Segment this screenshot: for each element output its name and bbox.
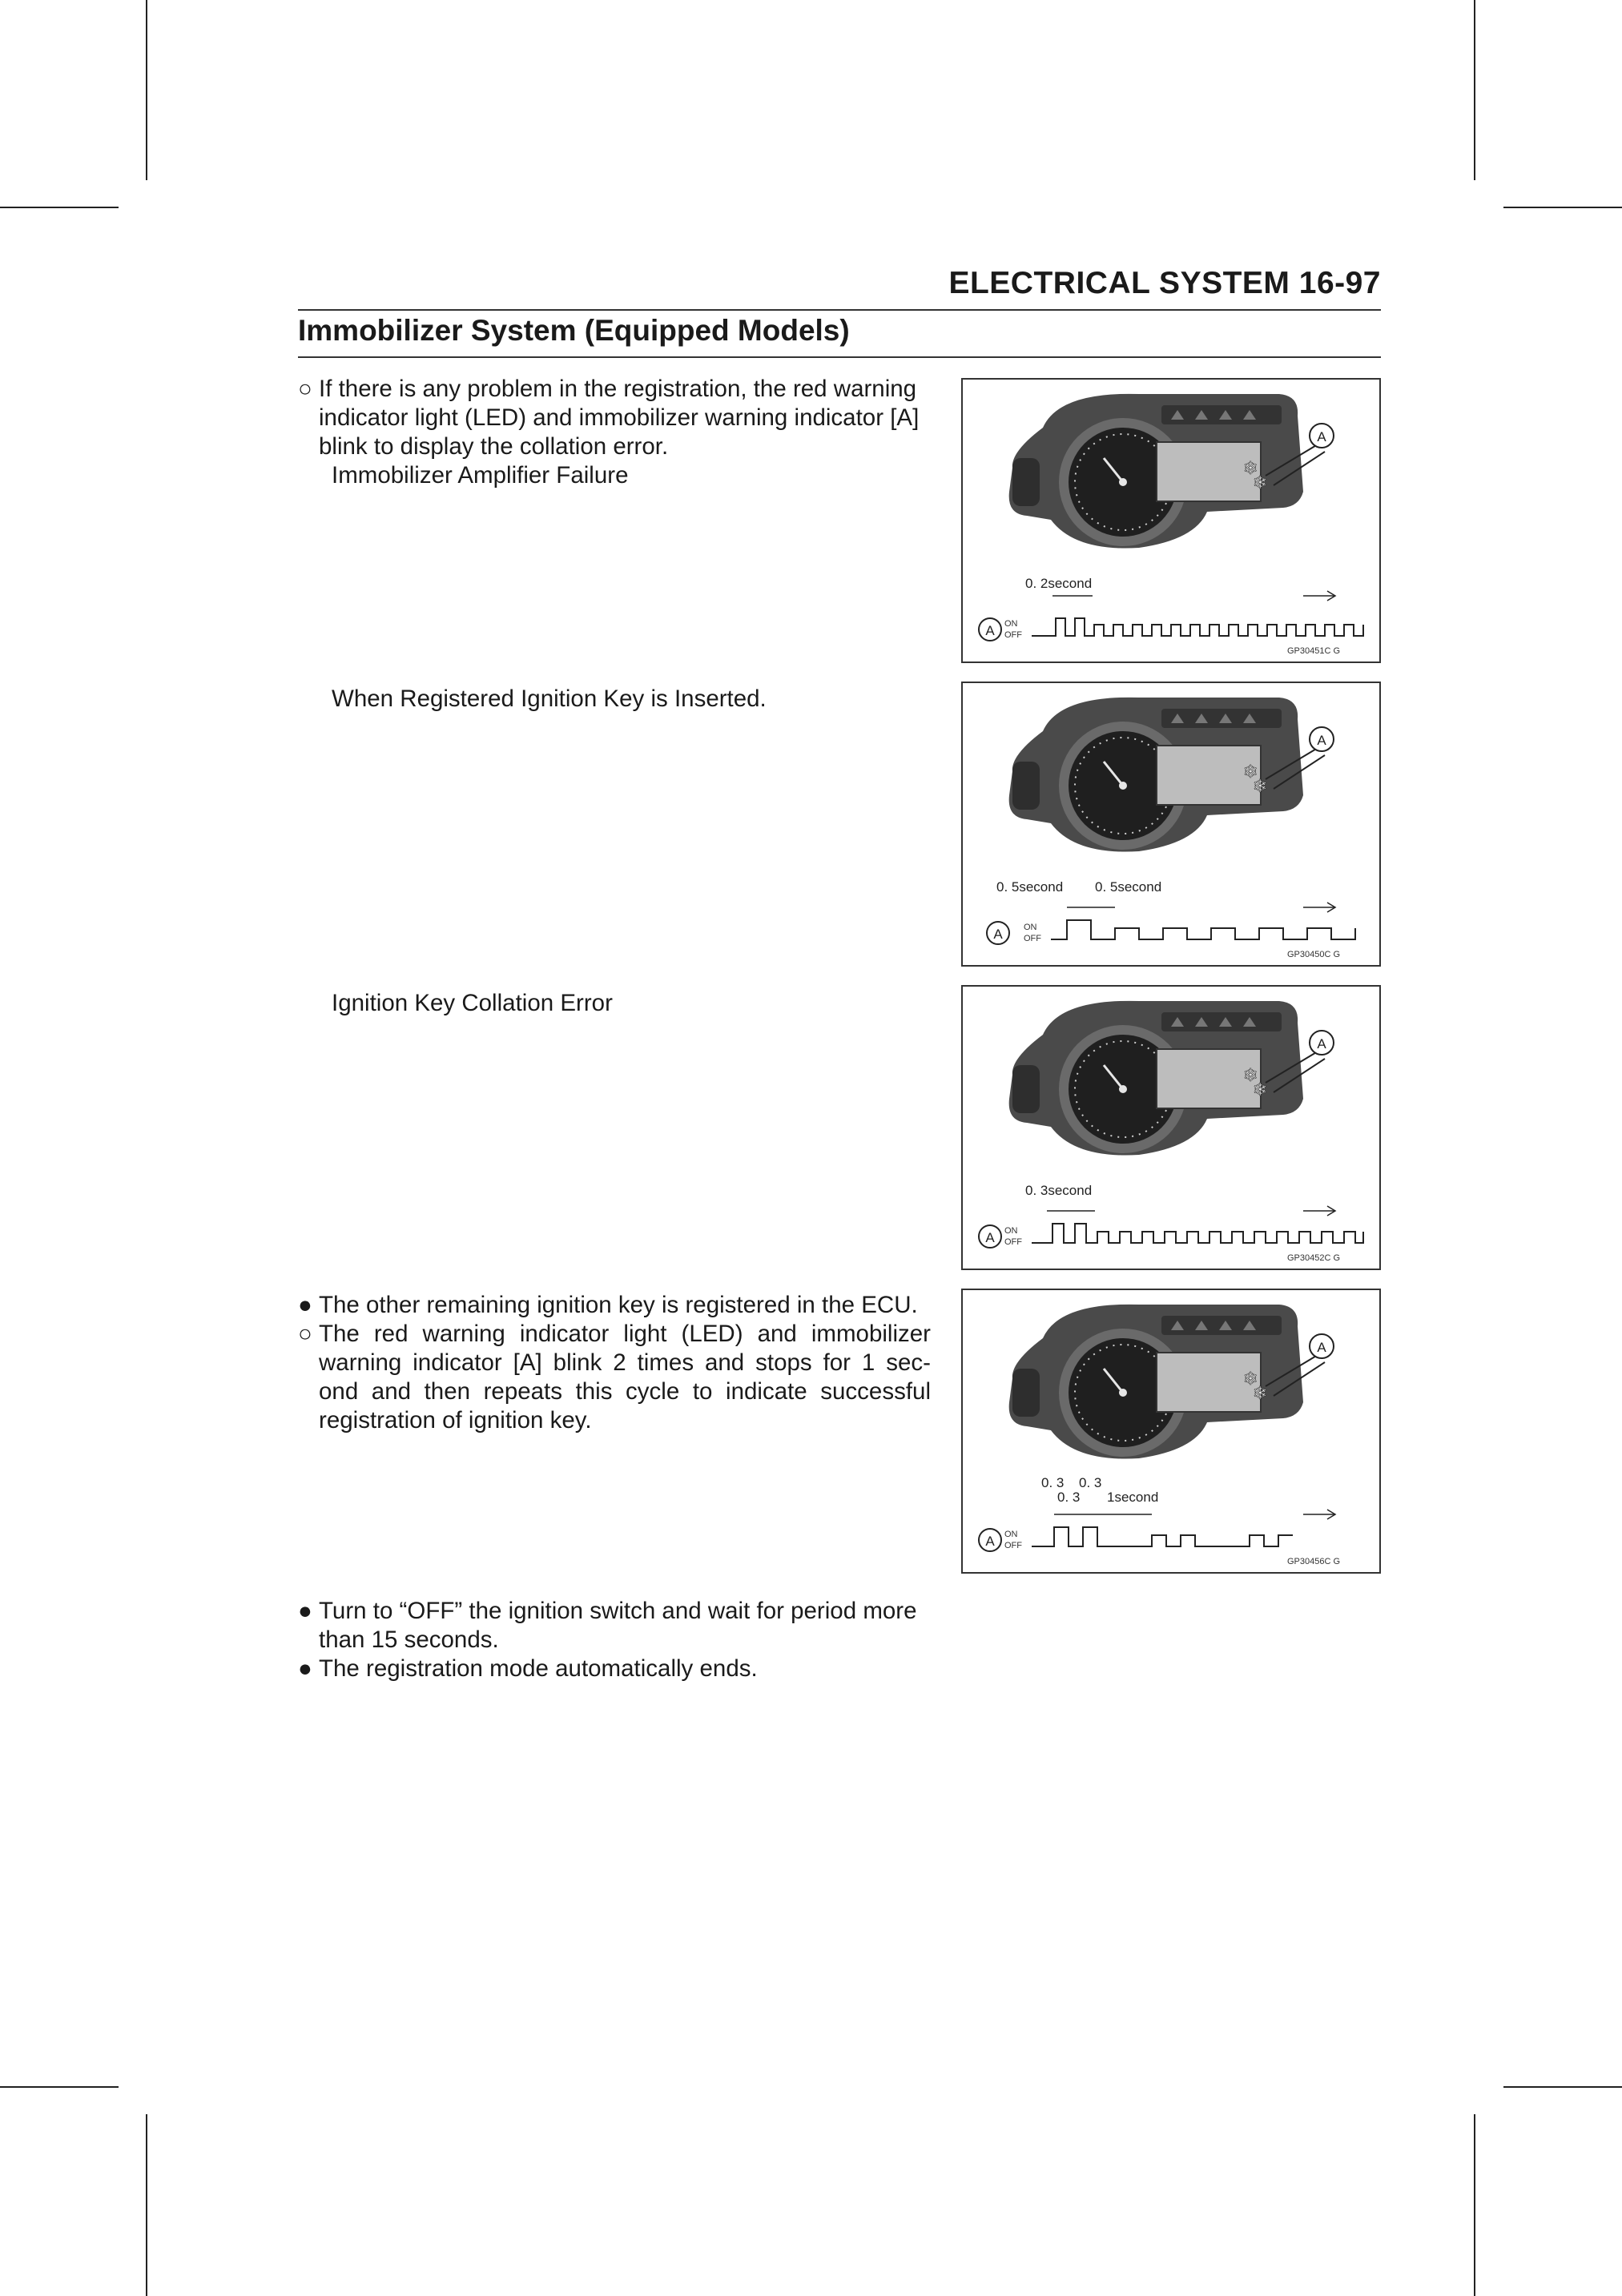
svg-text:OFF: OFF (1004, 630, 1022, 640)
bullet-icon: ● (298, 1292, 312, 1318)
caption-amplifier-failure: Immobilizer Amplifier Failure (332, 462, 629, 489)
crop-mark (1503, 2086, 1622, 2088)
svg-text:OFF: OFF (1024, 934, 1041, 943)
text-line: indicator light (LED) and immobilizer warning indicator [A] (319, 404, 920, 431)
svg-text:GP30452C G: GP30452C G (1287, 1253, 1341, 1263)
text-line: blink to display the collation error. (319, 433, 669, 460)
svg-text:0. 5second: 0. 5second (996, 879, 1064, 895)
crop-mark (0, 207, 119, 208)
meter-cluster-icon (1009, 1305, 1303, 1459)
svg-text:0. 3: 0. 3 (1057, 1490, 1081, 1505)
svg-text:0. 5second: 0. 5second (1095, 879, 1162, 895)
svg-text:❄: ❄ (1243, 1065, 1258, 1085)
svg-text:0. 2second: 0. 2second (1025, 576, 1093, 591)
svg-text:❄: ❄ (1243, 762, 1258, 782)
caption-registered-key: When Registered Ignition Key is Inserted. (332, 686, 767, 712)
crop-mark (1503, 207, 1622, 208)
bullet-line: ● Turn to “OFF” the ignition switch and wait for period more (298, 1598, 917, 1624)
paragraph-remaining-key (298, 1291, 931, 1435)
svg-text:A: A (985, 1534, 995, 1549)
svg-text:❄: ❄ (1243, 458, 1258, 478)
figure-amplifier-failure (961, 378, 1381, 663)
signal-chart (979, 1475, 1340, 1566)
svg-text:❄: ❄ (1253, 1383, 1268, 1403)
svg-text:❄: ❄ (1253, 776, 1268, 796)
svg-text:ON: ON (1004, 619, 1018, 629)
crop-mark (146, 2114, 147, 2296)
section-title: Immobilizer System (Equipped Models) (298, 314, 850, 347)
figure-collation-error (961, 985, 1381, 1270)
meter-cluster-icon (1009, 1001, 1303, 1156)
svg-text:GP30450C G: GP30450C G (1287, 950, 1341, 959)
crop-mark (1474, 2114, 1475, 2296)
svg-text:GP30451C G: GP30451C G (1287, 646, 1341, 656)
svg-text:❄: ❄ (1253, 472, 1268, 493)
meter-illustration (963, 380, 1379, 661)
meter-illustration (963, 683, 1379, 965)
bullet-icon: ● (298, 1598, 312, 1624)
svg-text:ON: ON (1024, 923, 1037, 932)
paragraph-registration-end (298, 1597, 931, 1683)
section-rule (298, 356, 1381, 358)
svg-text:GP30456C G: GP30456C G (1287, 1557, 1341, 1566)
meter-illustration (963, 1290, 1379, 1572)
bullet-line: ● The registration mode automatically ends. (298, 1655, 758, 1682)
svg-text:A: A (985, 1230, 995, 1245)
signal-chart (979, 1183, 1363, 1263)
meter-cluster-icon (1009, 394, 1303, 549)
text-line: ond and then repeats this cycle to indicate successful (319, 1378, 931, 1405)
meter-illustration (963, 987, 1379, 1269)
svg-text:0. 3: 0. 3 (1041, 1475, 1065, 1490)
paragraph-registration-problem (298, 375, 931, 461)
page-header: ELECTRICAL SYSTEM 16-97 (948, 266, 1381, 300)
svg-text:A: A (1317, 429, 1326, 444)
svg-text:1second: 1second (1107, 1490, 1159, 1505)
figure-successful-registration (961, 1289, 1381, 1574)
svg-text:0. 3second: 0. 3second (1025, 1183, 1093, 1198)
text-line: registration of ignition key. (319, 1407, 592, 1433)
svg-text:OFF: OFF (1004, 1237, 1022, 1247)
text-line: than 15 seconds. (319, 1627, 499, 1653)
svg-text:A: A (1317, 1036, 1326, 1051)
svg-text:0. 3: 0. 3 (1079, 1475, 1102, 1490)
svg-text:A: A (993, 927, 1003, 942)
svg-text:A: A (1317, 733, 1326, 748)
caption-collation-error: Ignition Key Collation Error (332, 990, 613, 1016)
svg-text:❄: ❄ (1243, 1369, 1258, 1389)
svg-text:❄: ❄ (1253, 1080, 1268, 1100)
header-rule (298, 309, 1381, 311)
circle-marker-icon: ○ (298, 376, 312, 402)
crop-mark (1474, 0, 1475, 180)
bullet-line: ● The other remaining ignition key is registered in the ECU. (298, 1292, 918, 1318)
svg-text:ON: ON (1004, 1226, 1018, 1236)
figure-registered-key (961, 682, 1381, 967)
crop-mark (146, 0, 147, 180)
svg-text:A: A (1317, 1340, 1326, 1355)
text-line: ○ The red warning indicator light (LED) and immobilizer (298, 1321, 931, 1347)
svg-text:A: A (985, 623, 995, 638)
meter-cluster-icon (1009, 698, 1303, 852)
circle-marker-icon: ○ (298, 1321, 312, 1347)
bullet-icon: ● (298, 1655, 312, 1682)
svg-text:OFF: OFF (1004, 1541, 1022, 1550)
signal-chart (979, 576, 1363, 656)
svg-text:ON: ON (1004, 1530, 1018, 1539)
text-line: ○ If there is any problem in the registration, the red warning (298, 376, 917, 402)
signal-chart (987, 879, 1355, 959)
crop-mark (0, 2086, 119, 2088)
text-line: warning indicator [A] blink 2 times and stops for 1 sec- (319, 1349, 931, 1376)
